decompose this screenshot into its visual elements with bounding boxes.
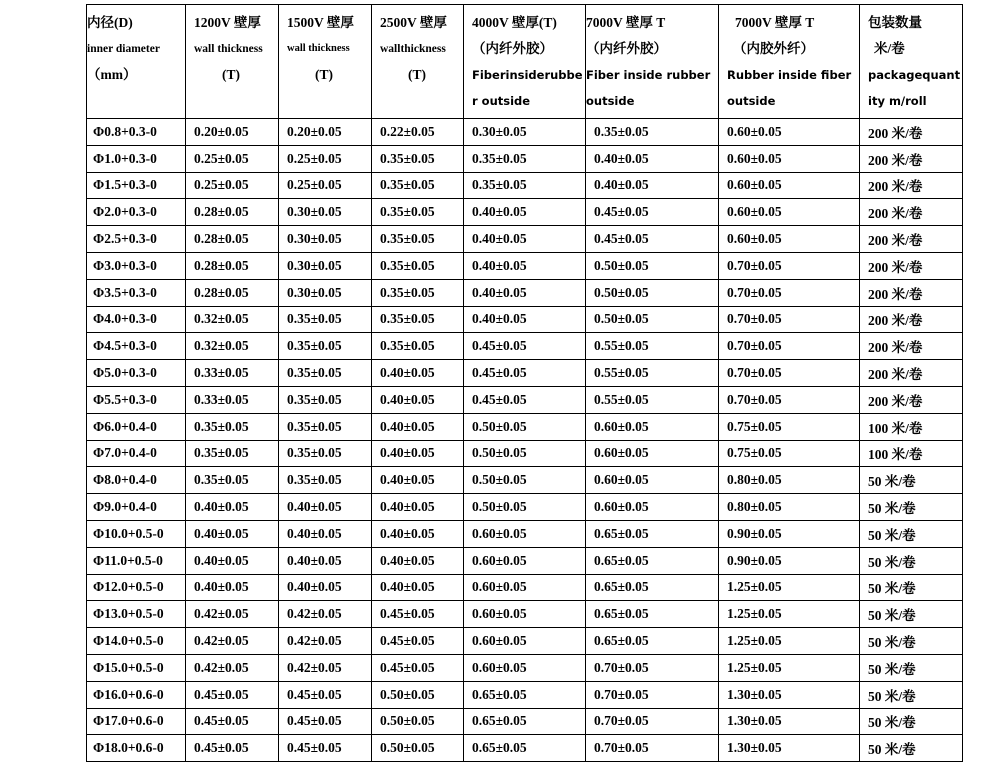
cell-package-quantity: 50 米/卷 (860, 547, 963, 574)
cell-wall-2500v: 0.50±0.05 (372, 708, 464, 735)
header-inner-diameter-cn: 内径(D) (87, 15, 133, 30)
cell-package-quantity: 50 米/卷 (860, 574, 963, 601)
table-row (87, 681, 963, 708)
cell-wall-1500v: 0.42±0.05 (279, 628, 372, 655)
cell-wall-2500v: 0.35±0.05 (372, 279, 464, 306)
cell-wall-1500v: 0.40±0.05 (279, 520, 372, 547)
cell-wall-2500v: 0.40±0.05 (372, 520, 464, 547)
cell-wall-4000v: 0.60±0.05 (464, 547, 586, 574)
cell-wall-4000v: 0.60±0.05 (464, 628, 586, 655)
header-inner-diameter-en: inner diameter (87, 43, 160, 55)
cell-wall-7000v-rubber-inside: 0.90±0.05 (719, 547, 860, 574)
header-1200v (186, 5, 279, 119)
table-header (87, 5, 963, 119)
cell-wall-7000v-fiber-inside: 0.60±0.05 (586, 467, 719, 494)
table-row (87, 360, 963, 387)
header-package (860, 5, 963, 119)
cell-wall-7000v-rubber-inside: 0.70±0.05 (719, 279, 860, 306)
cell-wall-1500v: 0.35±0.05 (279, 306, 372, 333)
cell-wall-7000v-fiber-inside: 0.60±0.05 (586, 413, 719, 440)
header-4000v (464, 5, 586, 119)
cell-wall-7000v-fiber-inside: 0.65±0.05 (586, 601, 719, 628)
cell-wall-1200v: 0.45±0.05 (186, 708, 279, 735)
cell-wall-7000v-rubber-inside: 0.70±0.05 (719, 360, 860, 387)
cell-wall-7000v-fiber-inside: 0.70±0.05 (586, 735, 719, 762)
cell-wall-7000v-rubber-inside: 1.25±0.05 (719, 574, 860, 601)
header-package-en-2: ity m/roll (868, 94, 927, 108)
header-package-unit: 米/卷 (874, 41, 905, 56)
cell-inner-diameter: Φ3.5+0.3-0 (87, 279, 186, 306)
cell-package-quantity: 200 米/卷 (860, 172, 963, 199)
cell-inner-diameter: Φ7.0+0.4-0 (87, 440, 186, 467)
cell-inner-diameter: Φ13.0+0.5-0 (87, 601, 186, 628)
header-4000v-en-1: Fiberinsiderubbe (472, 68, 583, 82)
header-1200v-cn: 1200V 壁厚 (194, 15, 261, 30)
cell-inner-diameter: Φ5.0+0.3-0 (87, 360, 186, 387)
header-4000v-en-2: r outside (472, 94, 531, 108)
cell-wall-7000v-rubber-inside: 0.60±0.05 (719, 172, 860, 199)
cell-inner-diameter: Φ14.0+0.5-0 (87, 628, 186, 655)
cell-wall-2500v: 0.40±0.05 (372, 574, 464, 601)
cell-wall-1200v: 0.35±0.05 (186, 440, 279, 467)
cell-wall-7000v-rubber-inside: 0.70±0.05 (719, 386, 860, 413)
header-7000v-b-type: （内胶外纤） (733, 41, 814, 56)
cell-wall-7000v-fiber-inside: 0.40±0.05 (586, 145, 719, 172)
table-row (87, 708, 963, 735)
cell-inner-diameter: Φ16.0+0.6-0 (87, 681, 186, 708)
table-row (87, 252, 963, 279)
table-row (87, 279, 963, 306)
cell-wall-7000v-fiber-inside: 0.35±0.05 (586, 119, 719, 146)
cell-wall-7000v-rubber-inside: 0.80±0.05 (719, 467, 860, 494)
cell-wall-7000v-rubber-inside: 0.75±0.05 (719, 440, 860, 467)
cell-wall-1500v: 0.35±0.05 (279, 360, 372, 387)
header-2500v-en: wallthickness (380, 43, 446, 55)
cell-wall-7000v-rubber-inside: 0.70±0.05 (719, 333, 860, 360)
header-package-cn: 包装数量 (868, 15, 922, 30)
cell-wall-1200v: 0.20±0.05 (186, 119, 279, 146)
cell-wall-4000v: 0.45±0.05 (464, 333, 586, 360)
cell-wall-7000v-rubber-inside: 1.30±0.05 (719, 681, 860, 708)
cell-inner-diameter: Φ3.0+0.3-0 (87, 252, 186, 279)
cell-wall-4000v: 0.40±0.05 (464, 306, 586, 333)
cell-wall-1500v: 0.45±0.05 (279, 708, 372, 735)
cell-wall-1500v: 0.45±0.05 (279, 681, 372, 708)
header-7000v-a-type: （内纤外胶） (586, 41, 667, 56)
header-2500v-unit: (T) (408, 67, 426, 82)
table-row (87, 547, 963, 574)
cell-wall-7000v-rubber-inside: 1.30±0.05 (719, 708, 860, 735)
cell-wall-1200v: 0.40±0.05 (186, 547, 279, 574)
spec-table (86, 4, 963, 762)
cell-package-quantity: 50 米/卷 (860, 494, 963, 521)
cell-wall-4000v: 0.40±0.05 (464, 226, 586, 253)
cell-inner-diameter: Φ4.5+0.3-0 (87, 333, 186, 360)
table-row (87, 306, 963, 333)
cell-wall-2500v: 0.40±0.05 (372, 547, 464, 574)
cell-wall-7000v-fiber-inside: 0.45±0.05 (586, 226, 719, 253)
cell-wall-1200v: 0.28±0.05 (186, 252, 279, 279)
cell-package-quantity: 50 米/卷 (860, 735, 963, 762)
table-row (87, 333, 963, 360)
cell-inner-diameter: Φ10.0+0.5-0 (87, 520, 186, 547)
cell-wall-4000v: 0.35±0.05 (464, 172, 586, 199)
cell-wall-7000v-fiber-inside: 0.55±0.05 (586, 333, 719, 360)
cell-wall-1200v: 0.45±0.05 (186, 735, 279, 762)
cell-wall-1500v: 0.30±0.05 (279, 252, 372, 279)
header-7000v-a-en-2: outside (586, 94, 635, 108)
cell-wall-7000v-fiber-inside: 0.70±0.05 (586, 681, 719, 708)
cell-wall-7000v-fiber-inside: 0.50±0.05 (586, 252, 719, 279)
cell-wall-2500v: 0.45±0.05 (372, 601, 464, 628)
cell-wall-7000v-rubber-inside: 0.60±0.05 (719, 226, 860, 253)
cell-wall-1200v: 0.35±0.05 (186, 413, 279, 440)
cell-wall-4000v: 0.65±0.05 (464, 735, 586, 762)
header-7000v-a (586, 5, 719, 119)
cell-wall-7000v-rubber-inside: 1.25±0.05 (719, 601, 860, 628)
cell-inner-diameter: Φ5.5+0.3-0 (87, 386, 186, 413)
cell-package-quantity: 50 米/卷 (860, 681, 963, 708)
cell-wall-2500v: 0.40±0.05 (372, 440, 464, 467)
table-row (87, 467, 963, 494)
cell-wall-4000v: 0.60±0.05 (464, 520, 586, 547)
cell-inner-diameter: Φ17.0+0.6-0 (87, 708, 186, 735)
cell-wall-2500v: 0.50±0.05 (372, 681, 464, 708)
table-row (87, 735, 963, 762)
cell-wall-1500v: 0.45±0.05 (279, 735, 372, 762)
cell-wall-7000v-rubber-inside: 0.75±0.05 (719, 413, 860, 440)
cell-wall-1200v: 0.45±0.05 (186, 681, 279, 708)
cell-package-quantity: 200 米/卷 (860, 386, 963, 413)
cell-wall-7000v-rubber-inside: 0.90±0.05 (719, 520, 860, 547)
table-row (87, 520, 963, 547)
cell-wall-1500v: 0.30±0.05 (279, 199, 372, 226)
cell-wall-7000v-fiber-inside: 0.65±0.05 (586, 547, 719, 574)
cell-wall-2500v: 0.45±0.05 (372, 654, 464, 681)
cell-wall-4000v: 0.60±0.05 (464, 601, 586, 628)
cell-package-quantity: 200 米/卷 (860, 360, 963, 387)
header-7000v-a-en-1: Fiber inside rubber (586, 68, 711, 82)
cell-inner-diameter: Φ2.0+0.3-0 (87, 199, 186, 226)
cell-wall-7000v-fiber-inside: 0.50±0.05 (586, 279, 719, 306)
header-7000v-b-cn: 7000V 壁厚 T (735, 15, 815, 30)
header-package-en-1: packagequant (868, 68, 961, 82)
header-7000v-b-en-2: outside (727, 94, 776, 108)
cell-wall-1200v: 0.25±0.05 (186, 172, 279, 199)
cell-wall-7000v-fiber-inside: 0.65±0.05 (586, 520, 719, 547)
cell-wall-7000v-rubber-inside: 0.70±0.05 (719, 306, 860, 333)
table-row (87, 413, 963, 440)
cell-wall-2500v: 0.40±0.05 (372, 494, 464, 521)
cell-wall-4000v: 0.60±0.05 (464, 654, 586, 681)
cell-wall-4000v: 0.50±0.05 (464, 440, 586, 467)
header-7000v-a-cn: 7000V 壁厚 T (586, 15, 666, 30)
table-row (87, 119, 963, 146)
header-7000v-b (719, 5, 860, 119)
cell-wall-7000v-fiber-inside: 0.65±0.05 (586, 628, 719, 655)
cell-wall-1500v: 0.40±0.05 (279, 574, 372, 601)
cell-wall-1500v: 0.42±0.05 (279, 654, 372, 681)
cell-wall-7000v-fiber-inside: 0.55±0.05 (586, 386, 719, 413)
cell-wall-7000v-rubber-inside: 0.60±0.05 (719, 199, 860, 226)
cell-wall-7000v-rubber-inside: 1.25±0.05 (719, 654, 860, 681)
header-4000v-type: （内纤外胶） (472, 41, 553, 56)
cell-package-quantity: 200 米/卷 (860, 333, 963, 360)
cell-inner-diameter: Φ0.8+0.3-0 (87, 119, 186, 146)
cell-wall-7000v-rubber-inside: 0.60±0.05 (719, 119, 860, 146)
cell-wall-1200v: 0.33±0.05 (186, 386, 279, 413)
cell-wall-4000v: 0.30±0.05 (464, 119, 586, 146)
header-1200v-en: wall thickness (194, 43, 263, 55)
cell-package-quantity: 50 米/卷 (860, 654, 963, 681)
cell-wall-1200v: 0.33±0.05 (186, 360, 279, 387)
cell-package-quantity: 200 米/卷 (860, 119, 963, 146)
table-row (87, 654, 963, 681)
cell-wall-1500v: 0.40±0.05 (279, 494, 372, 521)
cell-package-quantity: 200 米/卷 (860, 199, 963, 226)
table-row (87, 494, 963, 521)
cell-wall-7000v-rubber-inside: 0.70±0.05 (719, 252, 860, 279)
cell-wall-1200v: 0.32±0.05 (186, 333, 279, 360)
header-4000v-cn: 4000V 壁厚(T) (472, 15, 557, 30)
cell-wall-1200v: 0.28±0.05 (186, 199, 279, 226)
cell-wall-7000v-rubber-inside: 1.30±0.05 (719, 735, 860, 762)
cell-package-quantity: 50 米/卷 (860, 628, 963, 655)
cell-inner-diameter: Φ1.5+0.3-0 (87, 172, 186, 199)
cell-wall-2500v: 0.22±0.05 (372, 119, 464, 146)
cell-wall-1500v: 0.35±0.05 (279, 440, 372, 467)
header-inner-diameter-unit: （mm） (87, 67, 137, 82)
cell-inner-diameter: Φ8.0+0.4-0 (87, 467, 186, 494)
table-body (87, 119, 963, 762)
cell-wall-7000v-fiber-inside: 0.60±0.05 (586, 494, 719, 521)
cell-wall-2500v: 0.35±0.05 (372, 172, 464, 199)
cell-inner-diameter: Φ15.0+0.5-0 (87, 654, 186, 681)
header-1500v (279, 5, 372, 119)
cell-package-quantity: 100 米/卷 (860, 440, 963, 467)
cell-wall-7000v-fiber-inside: 0.65±0.05 (586, 574, 719, 601)
cell-wall-4000v: 0.65±0.05 (464, 681, 586, 708)
cell-wall-4000v: 0.65±0.05 (464, 708, 586, 735)
cell-wall-7000v-rubber-inside: 0.60±0.05 (719, 145, 860, 172)
cell-wall-2500v: 0.45±0.05 (372, 628, 464, 655)
cell-wall-1200v: 0.28±0.05 (186, 226, 279, 253)
cell-inner-diameter: Φ4.0+0.3-0 (87, 306, 186, 333)
header-2500v-cn: 2500V 壁厚 (380, 15, 447, 30)
cell-wall-1200v: 0.40±0.05 (186, 520, 279, 547)
header-row (87, 5, 963, 119)
cell-wall-1500v: 0.42±0.05 (279, 601, 372, 628)
header-1500v-en: wall thickness (287, 43, 350, 54)
cell-wall-1500v: 0.35±0.05 (279, 413, 372, 440)
cell-wall-1200v: 0.40±0.05 (186, 574, 279, 601)
header-2500v (372, 5, 464, 119)
cell-wall-7000v-fiber-inside: 0.55±0.05 (586, 360, 719, 387)
cell-wall-4000v: 0.50±0.05 (464, 494, 586, 521)
cell-package-quantity: 50 米/卷 (860, 708, 963, 735)
header-1200v-unit: (T) (222, 67, 240, 82)
table-row (87, 601, 963, 628)
table-row (87, 628, 963, 655)
cell-wall-1200v: 0.25±0.05 (186, 145, 279, 172)
cell-wall-7000v-fiber-inside: 0.70±0.05 (586, 708, 719, 735)
cell-wall-7000v-fiber-inside: 0.50±0.05 (586, 306, 719, 333)
cell-wall-4000v: 0.35±0.05 (464, 145, 586, 172)
cell-package-quantity: 200 米/卷 (860, 306, 963, 333)
header-1500v-cn: 1500V 壁厚 (287, 15, 354, 30)
header-7000v-b-en-1: Rubber inside fiber (727, 68, 852, 82)
cell-wall-4000v: 0.45±0.05 (464, 386, 586, 413)
cell-wall-2500v: 0.40±0.05 (372, 360, 464, 387)
cell-inner-diameter: Φ18.0+0.6-0 (87, 735, 186, 762)
cell-inner-diameter: Φ12.0+0.5-0 (87, 574, 186, 601)
table-row (87, 574, 963, 601)
cell-package-quantity: 50 米/卷 (860, 467, 963, 494)
cell-wall-4000v: 0.50±0.05 (464, 467, 586, 494)
cell-wall-2500v: 0.35±0.05 (372, 306, 464, 333)
cell-wall-1500v: 0.25±0.05 (279, 172, 372, 199)
cell-wall-4000v: 0.40±0.05 (464, 279, 586, 306)
cell-wall-7000v-fiber-inside: 0.45±0.05 (586, 199, 719, 226)
cell-wall-7000v-fiber-inside: 0.40±0.05 (586, 172, 719, 199)
cell-wall-2500v: 0.40±0.05 (372, 386, 464, 413)
cell-wall-4000v: 0.60±0.05 (464, 574, 586, 601)
cell-wall-1200v: 0.28±0.05 (186, 279, 279, 306)
cell-wall-1500v: 0.20±0.05 (279, 119, 372, 146)
cell-wall-7000v-rubber-inside: 0.80±0.05 (719, 494, 860, 521)
cell-wall-1200v: 0.42±0.05 (186, 628, 279, 655)
cell-wall-1500v: 0.40±0.05 (279, 547, 372, 574)
header-1500v-unit: (T) (315, 67, 333, 82)
cell-wall-1500v: 0.30±0.05 (279, 226, 372, 253)
cell-package-quantity: 200 米/卷 (860, 226, 963, 253)
table-row (87, 172, 963, 199)
table-row (87, 199, 963, 226)
cell-inner-diameter: Φ11.0+0.5-0 (87, 547, 186, 574)
cell-wall-2500v: 0.35±0.05 (372, 226, 464, 253)
cell-package-quantity: 200 米/卷 (860, 279, 963, 306)
table-row (87, 386, 963, 413)
cell-wall-1500v: 0.30±0.05 (279, 279, 372, 306)
table-row (87, 145, 963, 172)
cell-inner-diameter: Φ2.5+0.3-0 (87, 226, 186, 253)
cell-wall-7000v-fiber-inside: 0.70±0.05 (586, 654, 719, 681)
cell-wall-1200v: 0.35±0.05 (186, 467, 279, 494)
header-inner-diameter (87, 5, 186, 119)
cell-wall-2500v: 0.40±0.05 (372, 467, 464, 494)
cell-wall-1500v: 0.35±0.05 (279, 333, 372, 360)
cell-wall-1500v: 0.35±0.05 (279, 386, 372, 413)
cell-wall-1200v: 0.40±0.05 (186, 494, 279, 521)
cell-wall-4000v: 0.50±0.05 (464, 413, 586, 440)
cell-package-quantity: 50 米/卷 (860, 520, 963, 547)
cell-wall-2500v: 0.35±0.05 (372, 333, 464, 360)
table-row (87, 226, 963, 253)
cell-wall-2500v: 0.35±0.05 (372, 199, 464, 226)
cell-wall-1500v: 0.35±0.05 (279, 467, 372, 494)
cell-wall-7000v-rubber-inside: 1.25±0.05 (719, 628, 860, 655)
cell-wall-2500v: 0.35±0.05 (372, 145, 464, 172)
cell-wall-2500v: 0.40±0.05 (372, 413, 464, 440)
cell-wall-1500v: 0.25±0.05 (279, 145, 372, 172)
cell-wall-1200v: 0.42±0.05 (186, 601, 279, 628)
cell-wall-1200v: 0.32±0.05 (186, 306, 279, 333)
table-row (87, 440, 963, 467)
cell-package-quantity: 100 米/卷 (860, 413, 963, 440)
cell-wall-1200v: 0.42±0.05 (186, 654, 279, 681)
cell-package-quantity: 50 米/卷 (860, 601, 963, 628)
cell-inner-diameter: Φ6.0+0.4-0 (87, 413, 186, 440)
cell-inner-diameter: Φ9.0+0.4-0 (87, 494, 186, 521)
cell-wall-2500v: 0.50±0.05 (372, 735, 464, 762)
cell-wall-4000v: 0.45±0.05 (464, 360, 586, 387)
cell-wall-4000v: 0.40±0.05 (464, 199, 586, 226)
cell-package-quantity: 200 米/卷 (860, 145, 963, 172)
cell-wall-2500v: 0.35±0.05 (372, 252, 464, 279)
cell-package-quantity: 200 米/卷 (860, 252, 963, 279)
cell-wall-7000v-fiber-inside: 0.60±0.05 (586, 440, 719, 467)
cell-wall-4000v: 0.40±0.05 (464, 252, 586, 279)
cell-inner-diameter: Φ1.0+0.3-0 (87, 145, 186, 172)
